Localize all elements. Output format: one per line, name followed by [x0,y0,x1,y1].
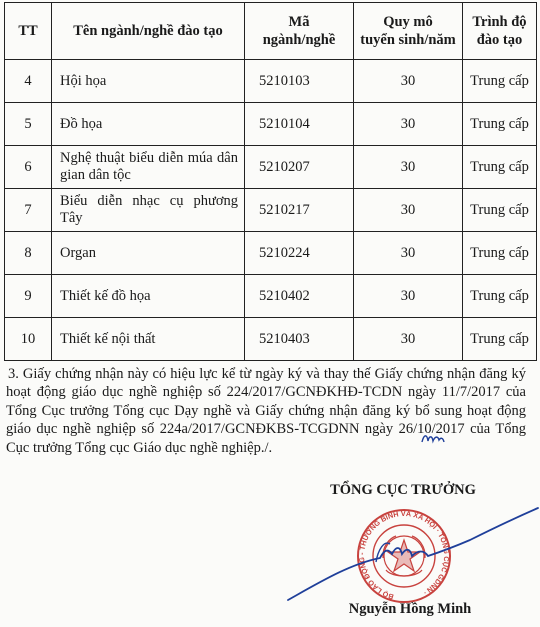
row-scale: 30 [354,318,463,361]
row-level: Trung cấp [463,189,537,232]
row-tt: 8 [5,232,52,275]
row-level: Trung cấp [463,318,537,361]
row-tt: 9 [5,275,52,318]
row-level: Trung cấp [463,275,537,318]
row-tt: 4 [5,60,52,103]
row-name: Hội họa [52,60,245,103]
training-table-container [4,2,536,361]
row-name: Nghệ thuật biểu diễn múa dân gian dân tộc [52,146,245,189]
table-row [5,60,537,103]
validity-note: 3. Giấy chứng nhận này có hiệu lực kể từ ngày ký và thay thế Giấy chứng nhận đăng ký hoạt động giáo dục nghề nghiệp số 224/2017/GCNĐKHĐ-TCDN ngày 11/7/2017 của Tổng Cục trưởng Tổng cục Dạy nghề và Giấy chứng nhận đăng ký bổ sung hoạt động giáo dục nghề nghiệp số 224a/2017/GCNĐKBS-TCGDNN ngày 26/10/2017 của Tổng Cục trưởng Tổng cục Giáo dục nghề nghiệp./. [6,365,526,456]
row-tt: 7 [5,189,52,232]
row-scale: 30 [354,146,463,189]
handwritten-signature-icon [280,500,540,610]
row-level: Trung cấp [463,146,537,189]
row-scale: 30 [354,60,463,103]
row-level: Trung cấp [463,232,537,275]
row-name: Biểu diễn nhạc cụ phương Tây [52,189,245,232]
row-code: 5210104 [245,103,354,146]
training-table [4,2,537,361]
row-scale: 30 [354,275,463,318]
header-name: Tên ngành/nghề đào tạo [52,3,245,60]
row-scale: 30 [354,103,463,146]
table-row [5,103,537,146]
row-tt: 6 [5,146,52,189]
table-row [5,232,537,275]
row-tt: 5 [5,103,52,146]
row-level: Trung cấp [463,103,537,146]
row-name: Thiết kế đồ họa [52,275,245,318]
svg-text:BỘ LAO ĐỘNG - THƯƠNG BINH VÀ X: BỘ LAO ĐỘNG - THƯƠNG BINH VÀ XÃ HỘI · TỔNG CỤC GDNN · [356,508,452,602]
signature-title: TỔNG CỤC TRƯỞNG [330,482,476,498]
table-row [5,189,537,232]
row-code: 5210224 [245,232,354,275]
header-tt: TT [5,3,52,60]
header-level: Trình độ đào tạo [463,3,537,60]
row-code: 5210403 [245,318,354,361]
table-row [5,275,537,318]
row-name: Organ [52,232,245,275]
signer-name: Nguyễn Hồng Minh [348,601,472,617]
table-header-row [5,3,537,60]
table-row [5,146,537,189]
row-name: Đồ họa [52,103,245,146]
header-scale: Quy mô tuyển sinh/năm [354,3,463,60]
row-name: Thiết kế nội thất [52,318,245,361]
row-tt: 10 [5,318,52,361]
row-level: Trung cấp [463,60,537,103]
table-row [5,318,537,361]
row-code: 5210207 [245,146,354,189]
header-code: Mã ngành/nghề [245,3,354,60]
initials-signature-icon [420,430,446,446]
row-scale: 30 [354,232,463,275]
row-scale: 30 [354,189,463,232]
row-code: 5210402 [245,275,354,318]
row-code: 5210103 [245,60,354,103]
row-code: 5210217 [245,189,354,232]
